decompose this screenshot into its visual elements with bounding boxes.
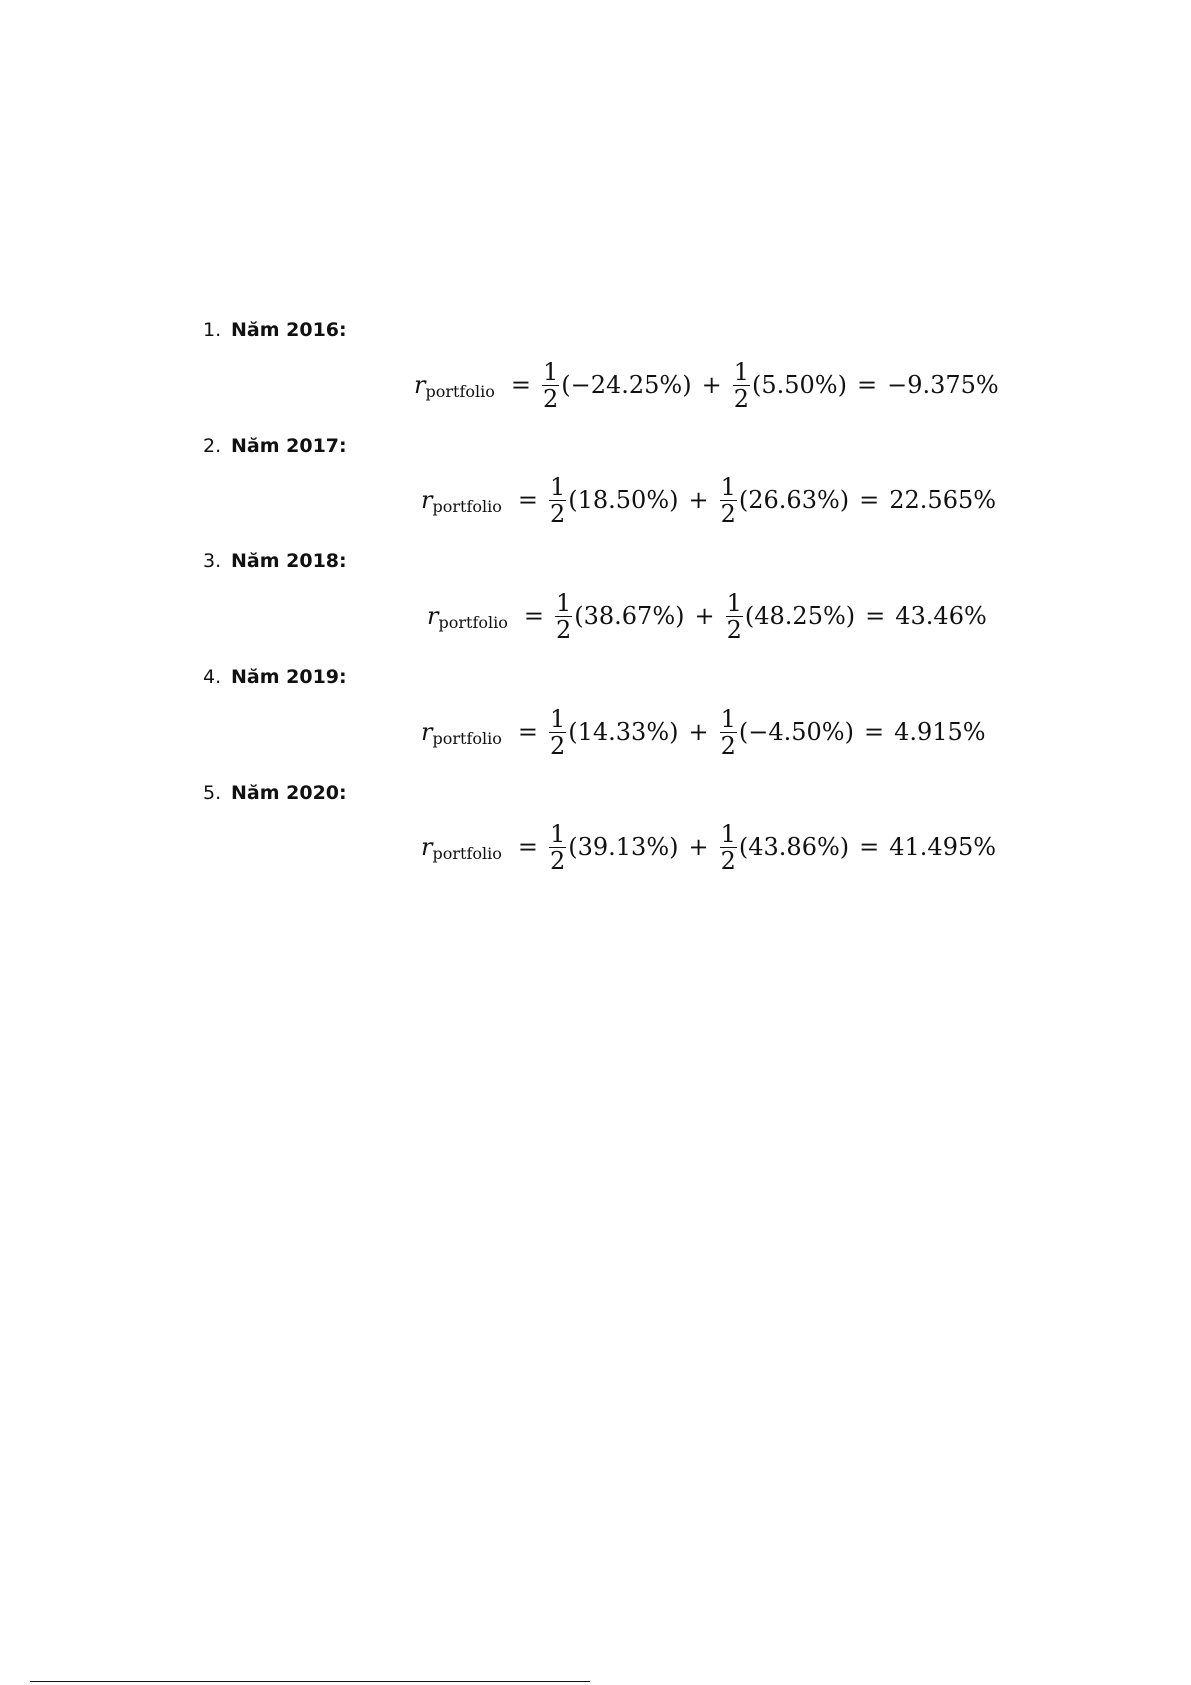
fraction-numerator: 1 [549, 819, 566, 848]
equals-sign: = [865, 602, 886, 630]
asset-return-2: (48.25%) [744, 602, 856, 630]
return-symbol: r [421, 718, 433, 746]
return-subscript: portfolio [432, 843, 502, 863]
return-subscript: portfolio [438, 612, 508, 632]
return-symbol: r [421, 486, 433, 514]
asset-return-2: (5.50%) [752, 371, 847, 399]
return-symbol: r [421, 833, 433, 861]
list-number: 2. [203, 435, 222, 457]
equals-sign: = [856, 371, 878, 399]
list-item-heading [203, 549, 347, 573]
fraction-numerator: 1 [733, 357, 749, 386]
equals-sign: = [863, 718, 885, 746]
weight-fraction [549, 821, 566, 874]
portfolio-return-formula [414, 355, 999, 415]
year-heading: Năm 2020: [231, 782, 347, 804]
portfolio-result: 41.495% [889, 833, 997, 861]
weight-fraction [542, 359, 559, 412]
plus-sign: + [694, 602, 715, 630]
weight-fraction [720, 706, 737, 759]
portfolio-result: −9.375% [887, 371, 999, 399]
asset-return-2: (43.86%) [738, 833, 850, 861]
equals-sign: = [859, 486, 880, 514]
list-item-heading [203, 781, 347, 805]
year-heading: Năm 2016: [231, 319, 347, 341]
fraction-denominator: 2 [720, 499, 736, 528]
asset-return-1: (39.13%) [568, 833, 679, 861]
fraction-numerator: 1 [720, 704, 736, 733]
asset-return-1: (38.67%) [574, 602, 685, 630]
weight-fraction [720, 474, 737, 527]
list-number: 3. [203, 550, 222, 572]
fraction-numerator: 1 [555, 588, 572, 617]
fraction-denominator: 2 [549, 731, 566, 760]
fraction-numerator: 1 [720, 819, 736, 848]
asset-return-2: (26.63%) [738, 486, 850, 514]
portfolio-return-formula [421, 817, 996, 877]
weight-fraction [720, 821, 737, 874]
equals-sign: = [517, 718, 538, 746]
weight-fraction [555, 590, 572, 643]
fraction-numerator: 1 [542, 357, 559, 386]
return-subscript: portfolio [432, 496, 502, 516]
equals-sign: = [510, 371, 531, 399]
plus-sign: + [688, 718, 709, 746]
weight-fraction [726, 590, 743, 643]
list-item-heading [203, 318, 347, 342]
return-symbol: r [414, 371, 426, 399]
list-number: 5. [203, 782, 222, 804]
weight-fraction [549, 474, 566, 527]
asset-return-1: (18.50%) [568, 486, 679, 514]
asset-return-2: (−4.50%) [738, 718, 854, 746]
plus-sign: + [688, 833, 709, 861]
fraction-numerator: 1 [549, 704, 566, 733]
fraction-denominator: 2 [733, 384, 749, 413]
fraction-denominator: 2 [549, 846, 566, 875]
year-heading: Năm 2018: [231, 550, 347, 572]
asset-return-1: (14.33%) [568, 718, 679, 746]
list-item-heading [203, 434, 347, 458]
year-heading: Năm 2017: [231, 435, 347, 457]
equals-sign: = [859, 833, 880, 861]
footnote-divider [30, 1681, 590, 1682]
list-number: 4. [203, 666, 222, 688]
equals-sign: = [523, 602, 544, 630]
year-heading: Năm 2019: [231, 666, 347, 688]
list-item-heading [203, 665, 347, 689]
portfolio-return-formula [427, 586, 987, 646]
portfolio-result: 4.915% [894, 718, 986, 746]
return-symbol: r [427, 602, 439, 630]
return-subscript: portfolio [425, 381, 495, 401]
plus-sign: + [688, 486, 709, 514]
fraction-denominator: 2 [555, 615, 572, 644]
fraction-denominator: 2 [720, 846, 736, 875]
equals-sign: = [517, 486, 538, 514]
fraction-numerator: 1 [549, 472, 566, 501]
portfolio-result: 43.46% [895, 602, 987, 630]
fraction-numerator: 1 [720, 472, 736, 501]
list-number: 1. [203, 319, 222, 341]
equals-sign: = [517, 833, 538, 861]
weight-fraction [733, 359, 750, 412]
weight-fraction [549, 706, 566, 759]
fraction-denominator: 2 [720, 731, 736, 760]
fraction-numerator: 1 [726, 588, 742, 617]
portfolio-return-formula [421, 470, 996, 530]
plus-sign: + [701, 371, 722, 399]
fraction-denominator: 2 [549, 499, 566, 528]
fraction-denominator: 2 [726, 615, 742, 644]
fraction-denominator: 2 [542, 384, 559, 413]
return-subscript: portfolio [432, 728, 502, 748]
portfolio-result: 22.565% [889, 486, 997, 514]
portfolio-return-formula [421, 702, 986, 762]
asset-return-1: (−24.25%) [561, 371, 692, 399]
